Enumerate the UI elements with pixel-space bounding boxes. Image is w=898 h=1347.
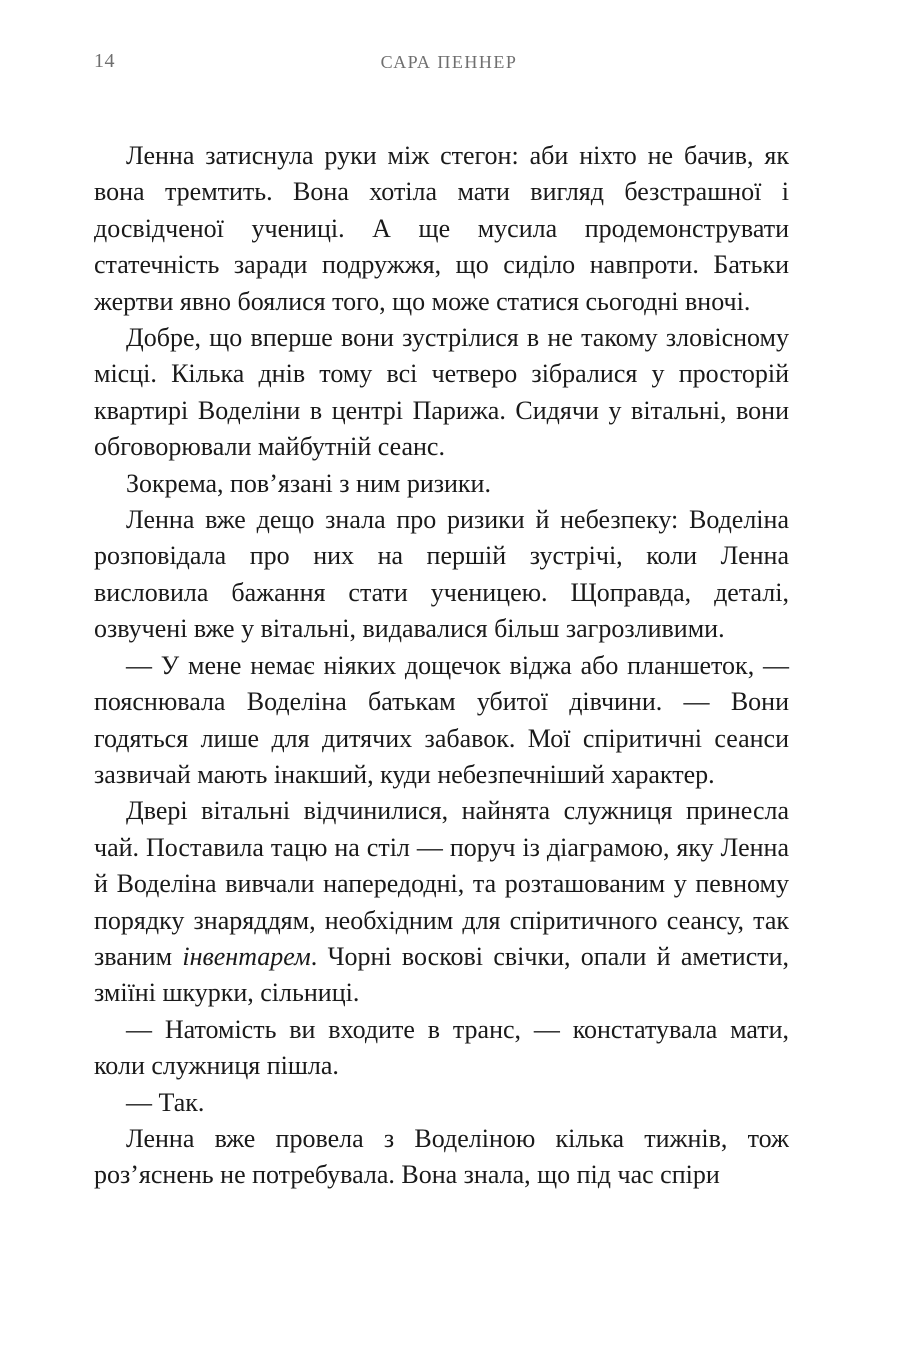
paragraph-7: — Натомість ви входите в транс, — констатувала мати, коли служниця пішла.	[94, 1014, 789, 1081]
paragraph-8: — Так.	[126, 1087, 205, 1117]
paragraph-9: Ленна вже провела з Воделіною кілька тижнів, тож роз’яснень не потребувала. Вона знала, що під час спіри	[94, 1123, 789, 1190]
body-text	[94, 138, 789, 1194]
paragraph-6-text-before: Двері вітальні відчинилися, найнята служниця принесла чай. Поставила тацю на стіл — поруч із діаграмою, яку Ленна й Воделіна вивчали напередодні, та розташованим у певному порядку знаряддям, необхідним для спіритичного сеансу, так званим	[94, 796, 789, 971]
paragraph-1: Ленна затиснула руки між стегон: аби ніхто не бачив, як вона тремтить. Вона хотіла мати вигляд безстрашної і досвідченої учениці. А ще мусила продемонструвати статечність заради подружжя, що сиділо навпроти. Батьки жертви явно боялися того, що може статися сьогодні вночі.	[94, 141, 789, 316]
paragraph-6-emphasis: інвентарем	[182, 941, 311, 971]
page-number: 14	[94, 50, 115, 72]
paragraph-5: — У мене немає ніяких дощечок віджа або планшеток, — пояснювала Воделіна батькам убитої дівчини. — Вони годяться лише для дитячих забавок. Мої спіритичні сеанси зазвичай мають інакший, куди небезпечніший характер.	[94, 650, 789, 789]
paragraph-6-text-after: . Чорні воскові свічки, опали й аметисти, зміїні шкурки, сільниці.	[94, 941, 790, 1008]
paragraph-4: Ленна вже дещо знала про ризики й небезпеку: Воделіна розповідала про них на першій зустрічі, коли Ленна висловила бажання стати ученицею. Щоправда, деталі, озвучені вже у вітальні, видавалися більш загрозливими.	[94, 505, 789, 644]
paragraph-6	[94, 793, 789, 1011]
running-head: САРА ПЕННЕР	[380, 52, 518, 72]
paragraph-2: Добре, що вперше вони зустрілися в не такому зловісному місці. Кілька днів тому всі четверо зібралися у просторій квартирі Воделіни в центрі Парижа. Сидячи у вітальні, вони обговорювали майбутній сеанс.	[94, 323, 789, 462]
paragraph-3: Зокрема, пов’язані з ним ризики.	[126, 468, 491, 498]
